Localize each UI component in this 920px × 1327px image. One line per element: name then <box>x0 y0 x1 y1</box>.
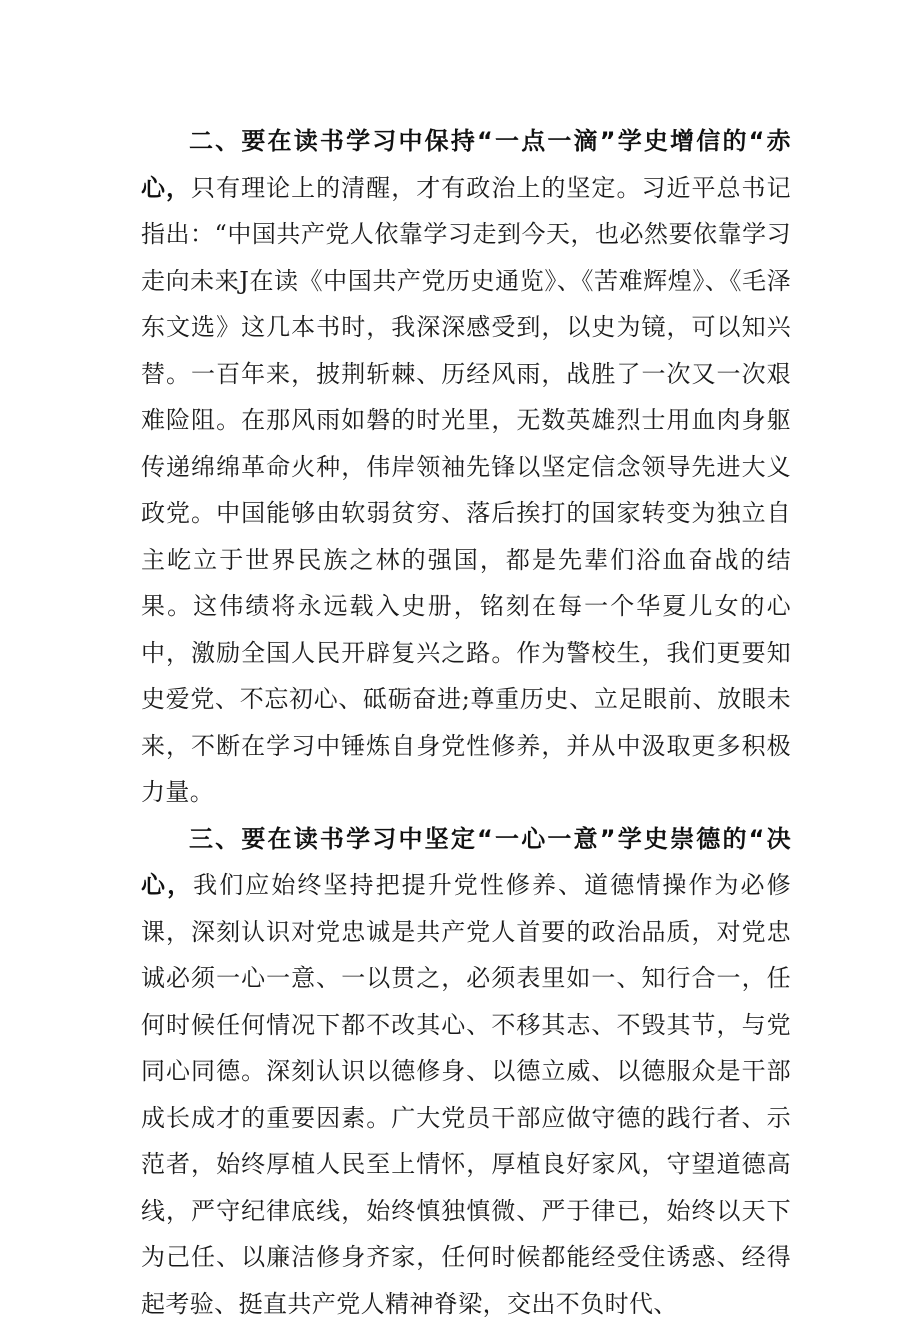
section-2-paragraph <box>141 118 791 816</box>
section-3-body: 我们应始终坚持把提升党性修养、道德情操作为必修课，深刻认识对党忠诚是共产党人首要的政治品质，对党忠诚必须一心一意、一以贯之，必须表里如一、知行合一，任何时候任何情况下都不改其心、不移其志、不毁其节，与党同心同德。深刻认识以德修身、以德立威、以德服众是干部成长成才的重要因素。广大党员干部应做守德的践行者、示范者，始终厚植人民至上情怀，厚植良好家风，守望道德高线，严守纪律底线，始终慎独慎微、严于律已，始终以天下为己任、以廉洁修身齐家，任何时候都能经受住诱惑、经得起考验、挺直共产党人精神脊梁，交出不负时代、 <box>141 871 791 1318</box>
section-3-paragraph <box>141 816 791 1327</box>
section-2-body: 只有理论上的清醒，才有政治上的坚定。习近平总书记指出：“中国共产党人依靠学习走到今天，也必然要依靠学习走向未来J在读《中国共产党历史通览》、《苦难辉煌》、《毛泽东文选》这几本书时，我深深感受到，以史为镜，可以知兴替。一百年来，披荆斩棘、历经风雨，战胜了一次又一次艰难险阻。在那风雨如磐的时光里，无数英雄烈士用血肉身躯传递绵绵革命火种，伟岸领袖先锋以坚定信念领导先进大义政党。中国能够由软弱贫穷、落后挨打的国家转变为独立自主屹立于世界民族之林的强国，都是先辈们浴血奋战的结果。这伟绩将永远载入史册，铭刻在每一个华夏儿女的心中，激励全国人民开辟复兴之路。作为警校生，我们更要知史爱党、不忘初心、砥砺奋进;尊重历史、立足眼前、放眼未来，不断在学习中锤炼自身党性修养，并从中汲取更多积极力量。 <box>141 174 791 807</box>
document-body <box>141 118 791 1327</box>
section-2-heading: 二、要在读书学习中保持“一点一滴”学史增信的“赤心， <box>141 127 791 202</box>
section-3-heading: 三、要在读书学习中坚定“一心一意”学史崇德的“决心， <box>141 825 791 900</box>
